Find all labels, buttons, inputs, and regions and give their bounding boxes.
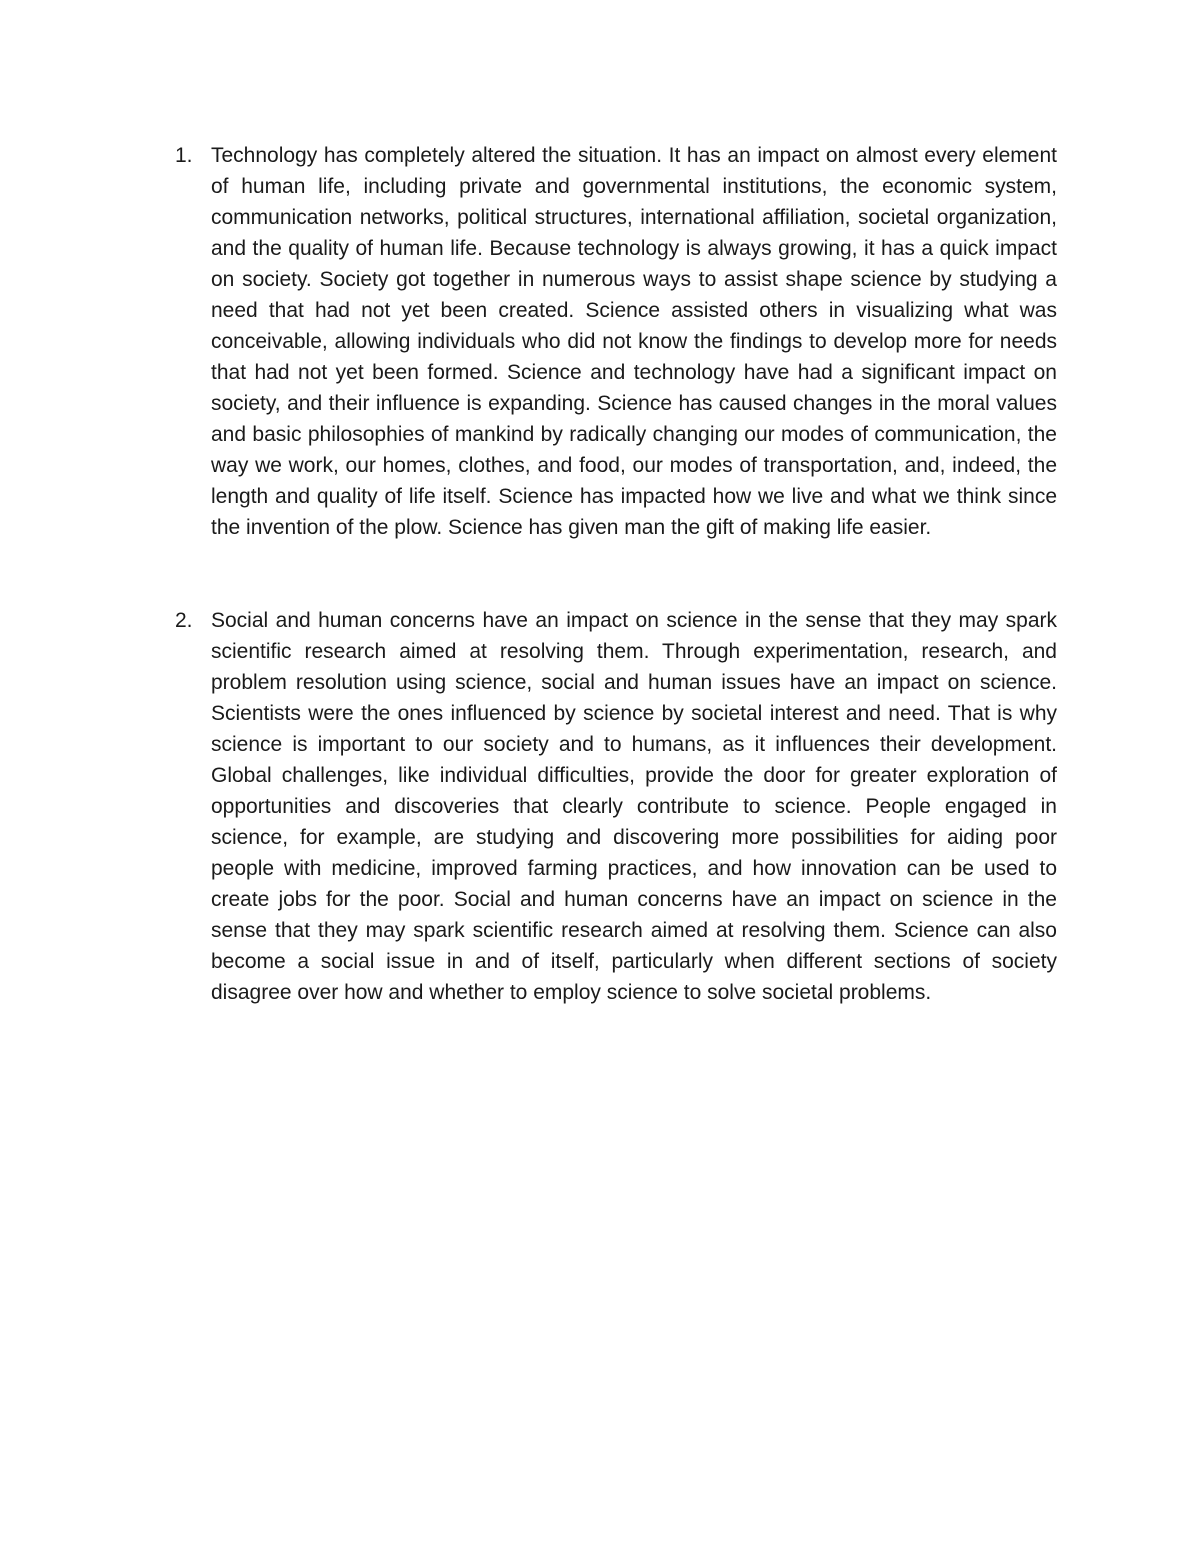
list-item-paragraph: Technology has completely altered the situation. It has an impact on almost every element of human life, including private and governmental institutions, the economic system, communication networks, political structures, international affiliation, societal organization, and the quality of human life. Because technology is always growing, it has a quick impact on society. Society got together in numerous ways to assist shape science by studying a need that had not yet been created. Science assisted others in visualizing what was conceivable, allowing individuals who did not know the findings to develop more for needs that had not yet been formed. Science and technology have had a significant impact on society, and their influence is expanding. Science has caused changes in the moral values and basic philosophies of mankind by radically changing our modes of communication, the way we work, our homes, clothes, and food, our modes of transportation, and, indeed, the length and quality of life itself. Science has impacted how we live and what we think since the invention of the plow. Science has given man the gift of making life easier. [211, 144, 1057, 539]
list-item-paragraph: Social and human concerns have an impact on science in the sense that they may spark scientific research aimed at resolving them. Through experimentation, research, and problem resolution using science, social and human issues have an impact on science. Scientists were the ones influenced by science by societal interest and need. That is why science is important to our society and to humans, as it influences their development. Global challenges, like individual difficulties, provide the door for greater exploration of opportunities and discoveries that clearly contribute to science. People engaged in science, for example, are studying and discovering more possibilities for aiding poor people with medicine, improved farming practices, and how innovation can be used to create jobs for the poor. Social and human concerns have an impact on science in the sense that they may spark scientific research aimed at resolving them. Science can also become a social issue in and of itself, particularly when different sections of society disagree over how and whether to employ science to solve societal problems. [211, 609, 1057, 1004]
list-item-number: 1. [175, 144, 193, 167]
list-item-number: 2. [175, 609, 193, 632]
numbered-list [175, 140, 1057, 1008]
paragraph-spacer [211, 543, 1057, 605]
list-item-1 [175, 140, 1057, 543]
list-item-2 [175, 605, 1057, 1008]
